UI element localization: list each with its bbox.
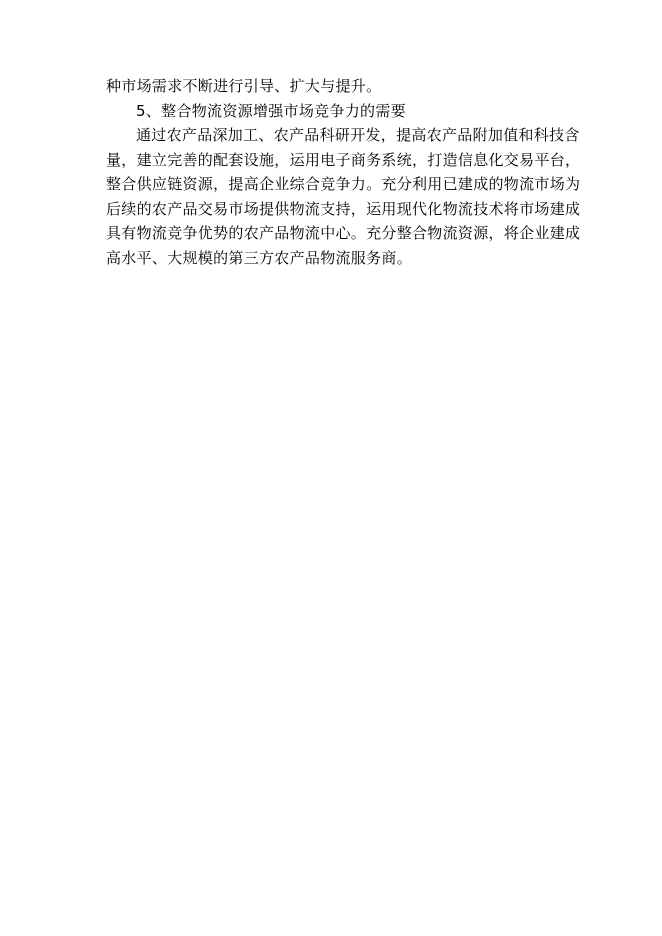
paragraph-line: 高水平、大规模的第三方农产品物流服务商。 bbox=[106, 248, 413, 267]
section-heading: 5、整合物流资源增强市场竞争力的需要 bbox=[136, 101, 406, 120]
paragraph-line: 具有物流竞争优势的农产品物流中心。充分整合物流资源，将企业建成 bbox=[106, 224, 581, 242]
paragraph-line: 量，建立完善的配套设施，运用电子商务系统，打造信息化交易平台， bbox=[106, 150, 581, 169]
paragraph-first-line: 通过农产品深加工、农产品科研开发，提高农产品附加值和科技含 bbox=[136, 126, 580, 144]
paragraph-line: 后续的农产品交易市场提供物流支持，运用现代化物流技术将市场建成 bbox=[106, 199, 581, 218]
text-line-continuation: 种市场需求不断进行引导、扩大与提升。 bbox=[106, 77, 382, 95]
paragraph-line: 整合供应链资源，提高企业综合竞争力。充分利用已建成的物流市场为 bbox=[106, 175, 581, 193]
body-text bbox=[106, 74, 606, 270]
